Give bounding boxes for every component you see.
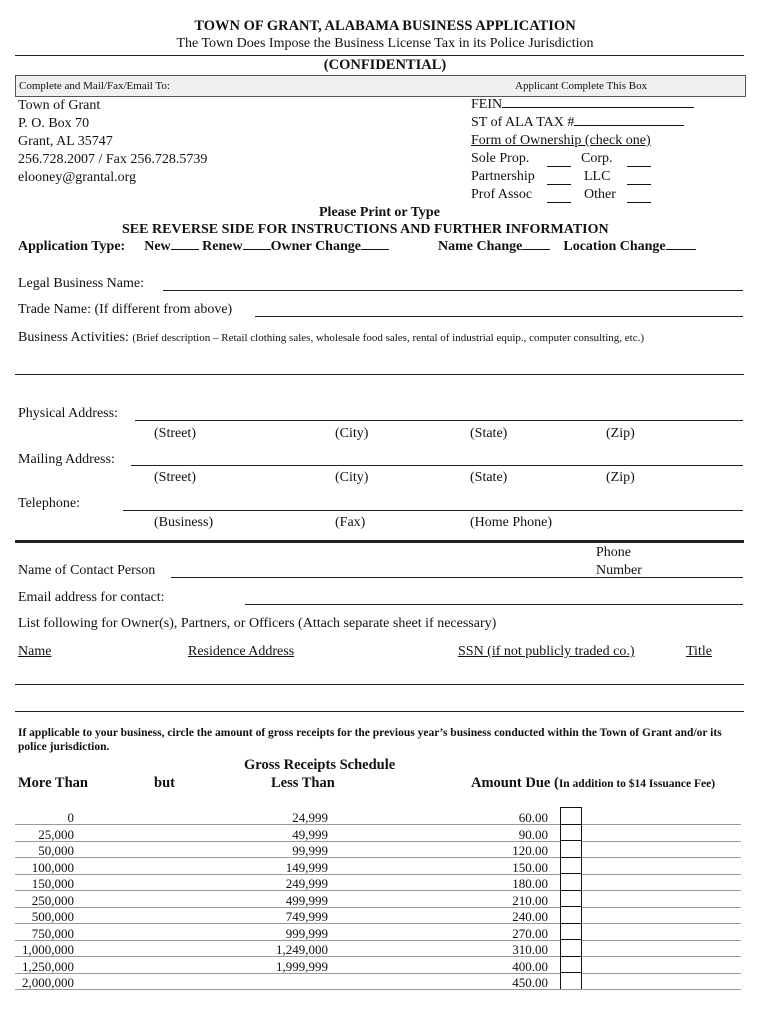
llc-label: LLC bbox=[584, 169, 611, 184]
renew-checkbox[interactable] bbox=[243, 248, 271, 250]
city-caption: (City) bbox=[335, 426, 369, 441]
owner-col-address: Residence Address bbox=[188, 644, 295, 659]
location-change-checkbox[interactable] bbox=[666, 248, 696, 250]
owner-col-ssn: SSN (if not publicly traded co.) bbox=[458, 644, 635, 659]
sole-prop-checkbox[interactable] bbox=[547, 165, 571, 167]
schedule-row-line bbox=[15, 923, 741, 924]
amount-checkbox[interactable] bbox=[560, 956, 582, 974]
amount-due-value: 90.00 bbox=[518, 826, 548, 842]
form-title: TOWN OF GRANT, ALABAMA BUSINESS APPLICATION bbox=[194, 18, 576, 34]
owner-change-checkbox[interactable] bbox=[361, 248, 389, 250]
corp-label: Corp. bbox=[581, 151, 613, 166]
less-than-value: 24,999 bbox=[292, 810, 328, 825]
contact-name-label: Name of Contact Person bbox=[18, 563, 156, 578]
amount-checkbox[interactable] bbox=[560, 840, 582, 858]
amount-due-value: 120.00 bbox=[512, 843, 548, 858]
ownership-heading: Form of Ownership (check one) bbox=[471, 133, 651, 148]
contact-email-field[interactable] bbox=[245, 604, 743, 605]
name-change-checkbox[interactable] bbox=[522, 248, 550, 250]
schedule-row-line bbox=[15, 890, 741, 891]
activities-row: Business Activities: (Brief description – Retail clothing sales, wholesale food sales, rental of industrial equip., computer consulting, etc.) bbox=[18, 330, 645, 345]
activities-field[interactable] bbox=[15, 374, 744, 375]
owner-row-field[interactable] bbox=[15, 711, 744, 712]
less-than-value: 249,999 bbox=[285, 876, 328, 891]
schedule-row-line bbox=[15, 841, 741, 842]
more-than-value: 25,000 bbox=[38, 826, 74, 842]
more-than-value: 100,000 bbox=[31, 859, 74, 875]
gross-receipts-note: If applicable to your business, circle the amount of gross receipts for the previous year’s business conducted within the Town of Grant and/or its police jurisdiction. bbox=[18, 727, 722, 753]
col-amount: Amount Due (In addition to $14 Issuance Fee) bbox=[471, 775, 716, 791]
more-than-value: 750,000 bbox=[31, 925, 74, 941]
see-reverse-note: SEE REVERSE SIDE FOR INSTRUCTIONS AND FURTHER INFORMATION bbox=[122, 222, 609, 237]
amount-checkbox[interactable] bbox=[560, 906, 582, 924]
legal-name-label: Legal Business Name: bbox=[18, 276, 144, 291]
schedule-row-line bbox=[15, 824, 741, 825]
partnership-label: Partnership bbox=[471, 169, 535, 184]
owner-col-title: Title bbox=[686, 644, 712, 659]
section-divider bbox=[15, 540, 744, 543]
owner-col-name: Name bbox=[18, 644, 52, 659]
schedule-row-line bbox=[15, 857, 741, 858]
amount-due-value: 270.00 bbox=[512, 925, 548, 941]
less-than-value: 149,999 bbox=[285, 859, 328, 875]
contact-name-field[interactable] bbox=[171, 577, 743, 578]
state-caption: (State) bbox=[470, 426, 508, 441]
col-more-than: More Than bbox=[18, 775, 88, 791]
col-less-than: Less Than bbox=[271, 775, 335, 791]
llc-checkbox[interactable] bbox=[627, 183, 651, 185]
amount-checkbox[interactable] bbox=[560, 923, 582, 941]
less-than-value: 1,999,999 bbox=[276, 958, 328, 974]
street-caption: (Street) bbox=[154, 470, 196, 485]
fein-label: FEIN bbox=[471, 97, 694, 113]
less-than-value: 999,999 bbox=[285, 925, 328, 941]
fax-caption: (Fax) bbox=[335, 515, 366, 530]
schedule-row-line bbox=[15, 989, 741, 990]
amount-checkbox[interactable] bbox=[560, 824, 582, 842]
partnership-checkbox[interactable] bbox=[547, 183, 571, 185]
corp-checkbox[interactable] bbox=[627, 165, 651, 167]
trade-name-label: Trade Name: (If different from above) bbox=[18, 302, 233, 317]
telephone-label: Telephone: bbox=[18, 496, 80, 511]
less-than-value: 499,999 bbox=[285, 892, 328, 908]
schedule-title: Gross Receipts Schedule bbox=[244, 757, 396, 773]
number-label: Number bbox=[596, 563, 642, 578]
phone-label: Phone bbox=[596, 545, 631, 560]
more-than-value: 250,000 bbox=[31, 892, 74, 908]
prof-assoc-checkbox[interactable] bbox=[547, 201, 571, 203]
more-than-value: 0 bbox=[67, 810, 74, 825]
address-line: elooney@grantal.org bbox=[18, 170, 136, 185]
print-type-note: Please Print or Type bbox=[319, 205, 440, 220]
activities-hint: (Brief description – Retail clothing sales, wholesale food sales, rental of industrial equip., computer consulting, etc.) bbox=[132, 332, 645, 344]
owner-row-field[interactable] bbox=[15, 684, 744, 685]
less-than-value: 1,249,000 bbox=[276, 942, 328, 957]
schedule-row-line bbox=[15, 956, 741, 957]
amount-due-value: 180.00 bbox=[512, 876, 548, 891]
city-caption: (City) bbox=[335, 470, 369, 485]
amount-due-value: 240.00 bbox=[512, 909, 548, 924]
mail-to-label: Complete and Mail/Fax/Email To: bbox=[19, 80, 170, 92]
amount-checkbox[interactable] bbox=[560, 972, 582, 990]
amount-due-value: 150.00 bbox=[512, 859, 548, 875]
more-than-value: 1,250,000 bbox=[22, 958, 74, 974]
col-but: but bbox=[154, 775, 175, 791]
amount-checkbox[interactable] bbox=[560, 857, 582, 875]
contact-email-label: Email address for contact: bbox=[18, 590, 165, 605]
amount-checkbox[interactable] bbox=[560, 890, 582, 908]
applicant-box-label: Applicant Complete This Box bbox=[515, 80, 648, 92]
less-than-value: 49,999 bbox=[292, 826, 328, 842]
amount-checkbox[interactable] bbox=[560, 807, 582, 825]
more-than-value: 150,000 bbox=[31, 876, 74, 891]
schedule-row-line bbox=[15, 907, 741, 908]
address-line: Town of Grant bbox=[18, 98, 101, 113]
fein-field[interactable] bbox=[502, 106, 694, 108]
zip-caption: (Zip) bbox=[606, 470, 635, 485]
trade-name-field[interactable] bbox=[255, 316, 743, 317]
st-tax-field[interactable] bbox=[574, 124, 684, 126]
address-line: P. O. Box 70 bbox=[18, 116, 90, 131]
st-tax-label: ST of ALA TAX # bbox=[471, 115, 684, 131]
more-than-value: 50,000 bbox=[38, 843, 74, 858]
header-divider bbox=[15, 55, 744, 56]
amount-checkbox[interactable] bbox=[560, 939, 582, 957]
more-than-value: 1,000,000 bbox=[22, 942, 74, 957]
mailing-address-label: Mailing Address: bbox=[18, 452, 115, 467]
home-phone-caption: (Home Phone) bbox=[470, 515, 553, 530]
state-caption: (State) bbox=[470, 470, 508, 485]
schedule-row-line bbox=[15, 874, 741, 875]
physical-address-label: Physical Address: bbox=[18, 406, 118, 421]
amount-due-value: 60.00 bbox=[518, 810, 548, 825]
less-than-value: 99,999 bbox=[292, 843, 328, 858]
owners-label: List following for Owner(s), Partners, or Officers (Attach separate sheet if necessary) bbox=[18, 616, 497, 631]
less-than-value: 749,999 bbox=[285, 909, 328, 924]
amount-due-value: 450.00 bbox=[512, 975, 548, 990]
schedule-row-line bbox=[15, 973, 741, 974]
confidential-label: (CONFIDENTIAL) bbox=[323, 57, 447, 73]
application-type-row: Application Type: New Renew Owner Change Name Change Location Change bbox=[18, 239, 696, 255]
telephone-field[interactable] bbox=[123, 510, 743, 511]
more-than-value: 500,000 bbox=[31, 909, 74, 924]
more-than-value: 2,000,000 bbox=[22, 975, 74, 990]
new-checkbox[interactable] bbox=[171, 248, 199, 250]
address-line: 256.728.2007 / Fax 256.728.5739 bbox=[18, 152, 208, 167]
other-label: Other bbox=[584, 187, 616, 202]
other-checkbox[interactable] bbox=[627, 201, 651, 203]
street-caption: (Street) bbox=[154, 426, 196, 441]
address-line: Grant, AL 35747 bbox=[18, 134, 113, 149]
amount-due-value: 400.00 bbox=[512, 958, 548, 974]
zip-caption: (Zip) bbox=[606, 426, 635, 441]
amount-checkbox[interactable] bbox=[560, 873, 582, 891]
sole-prop-label: Sole Prop. bbox=[471, 151, 530, 166]
form-subtitle: The Town Does Impose the Business License Tax in its Police Jurisdiction bbox=[176, 36, 594, 51]
town-address bbox=[18, 97, 207, 187]
physical-address-field[interactable] bbox=[135, 420, 743, 421]
business-phone-caption: (Business) bbox=[154, 515, 214, 530]
prof-assoc-label: Prof Assoc bbox=[471, 187, 533, 202]
amount-due-value: 310.00 bbox=[512, 942, 548, 957]
schedule-row-line bbox=[15, 940, 741, 941]
mailing-address-field[interactable] bbox=[131, 465, 743, 466]
legal-name-field[interactable] bbox=[163, 290, 743, 291]
amount-due-value: 210.00 bbox=[512, 892, 548, 908]
